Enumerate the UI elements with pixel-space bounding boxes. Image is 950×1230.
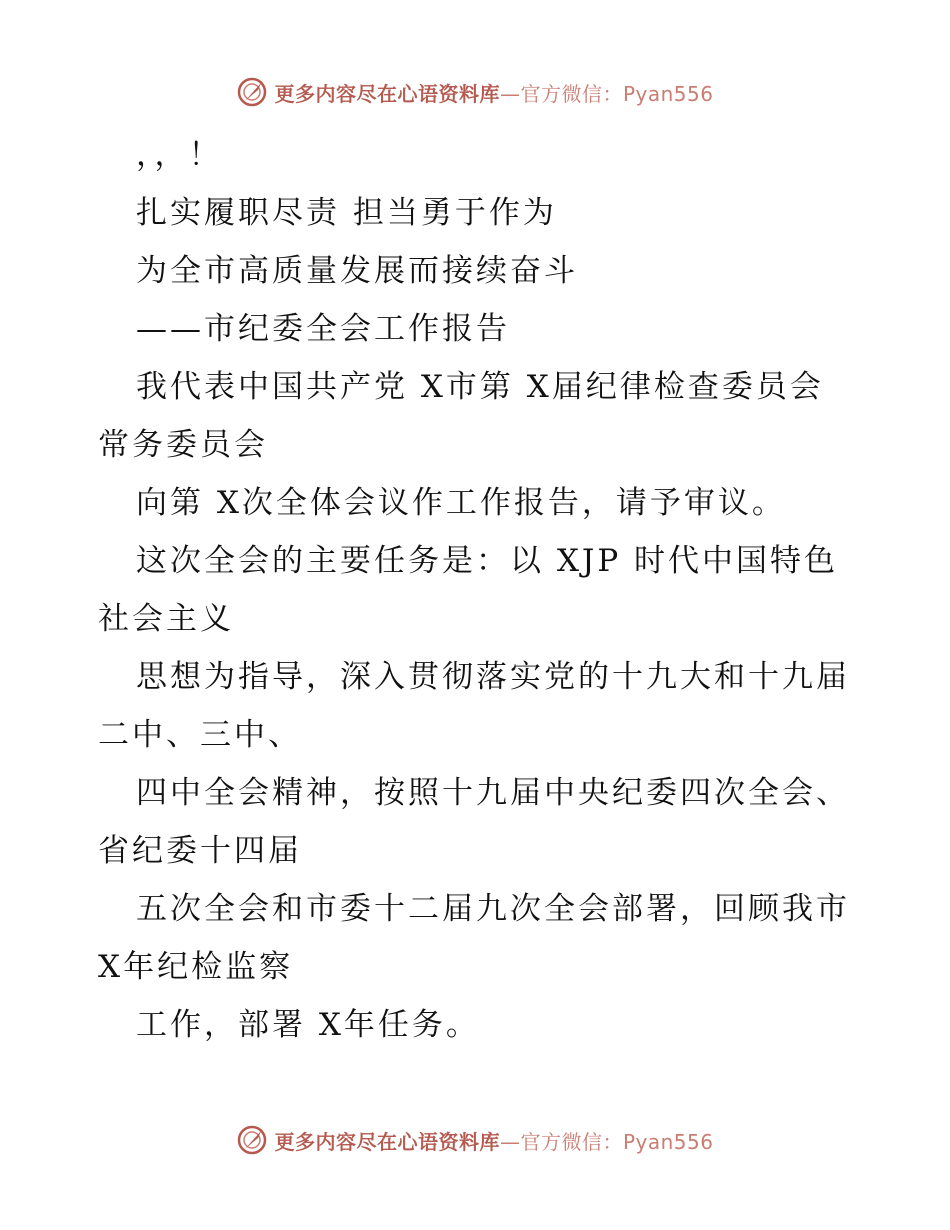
quill-seal-icon xyxy=(236,76,268,108)
text-line: 二中、三中、 xyxy=(98,717,302,753)
text-line: 扎实履职尽责 担当勇于作为 xyxy=(136,195,557,231)
text-line: 常务委员会 xyxy=(98,427,268,463)
quill-seal-icon xyxy=(236,1124,268,1156)
text-line: X年纪检监察 xyxy=(98,949,294,985)
text-line: 四中全会精神，按照十九届中央纪委四次全会、 xyxy=(136,775,850,811)
watermark-brand: 更多内容尽在心语资料库 xyxy=(274,1129,500,1154)
text-line: 省纪委十四届 xyxy=(98,833,302,869)
watermark-contact: —官方微信：Pyan556 xyxy=(499,1129,714,1154)
text-line: 向第 X次全体会议作工作报告，请予审议。 xyxy=(136,485,786,521)
watermark-contact: —官方微信：Pyan556 xyxy=(499,81,714,106)
text-line: 社会主义 xyxy=(98,601,234,637)
text-line: ，，！ xyxy=(136,137,223,173)
watermark-brand: 更多内容尽在心语资料库 xyxy=(274,81,500,106)
text-line: 为全市高质量发展而接续奋斗 xyxy=(136,253,578,289)
watermark-text xyxy=(274,78,713,107)
text-line: 这次全会的主要任务是：以 XJP 时代中国特色 xyxy=(136,543,839,579)
footer-watermark xyxy=(0,1120,950,1160)
header-watermark xyxy=(0,72,950,112)
text-line: 我代表中国共产党 X市第 X届纪律检查委员会 xyxy=(136,369,824,405)
watermark-text xyxy=(274,1126,713,1155)
text-line: ——市纪委全会工作报告 xyxy=(136,311,510,347)
document-body xyxy=(98,126,878,1054)
text-line: 思想为指导，深入贯彻落实党的十九大和十九届 xyxy=(136,659,850,695)
text-line: 工作，部署 X年任务。 xyxy=(136,1007,480,1043)
text-line: 五次全会和市委十二届九次全会部署，回顾我市 xyxy=(136,891,850,927)
